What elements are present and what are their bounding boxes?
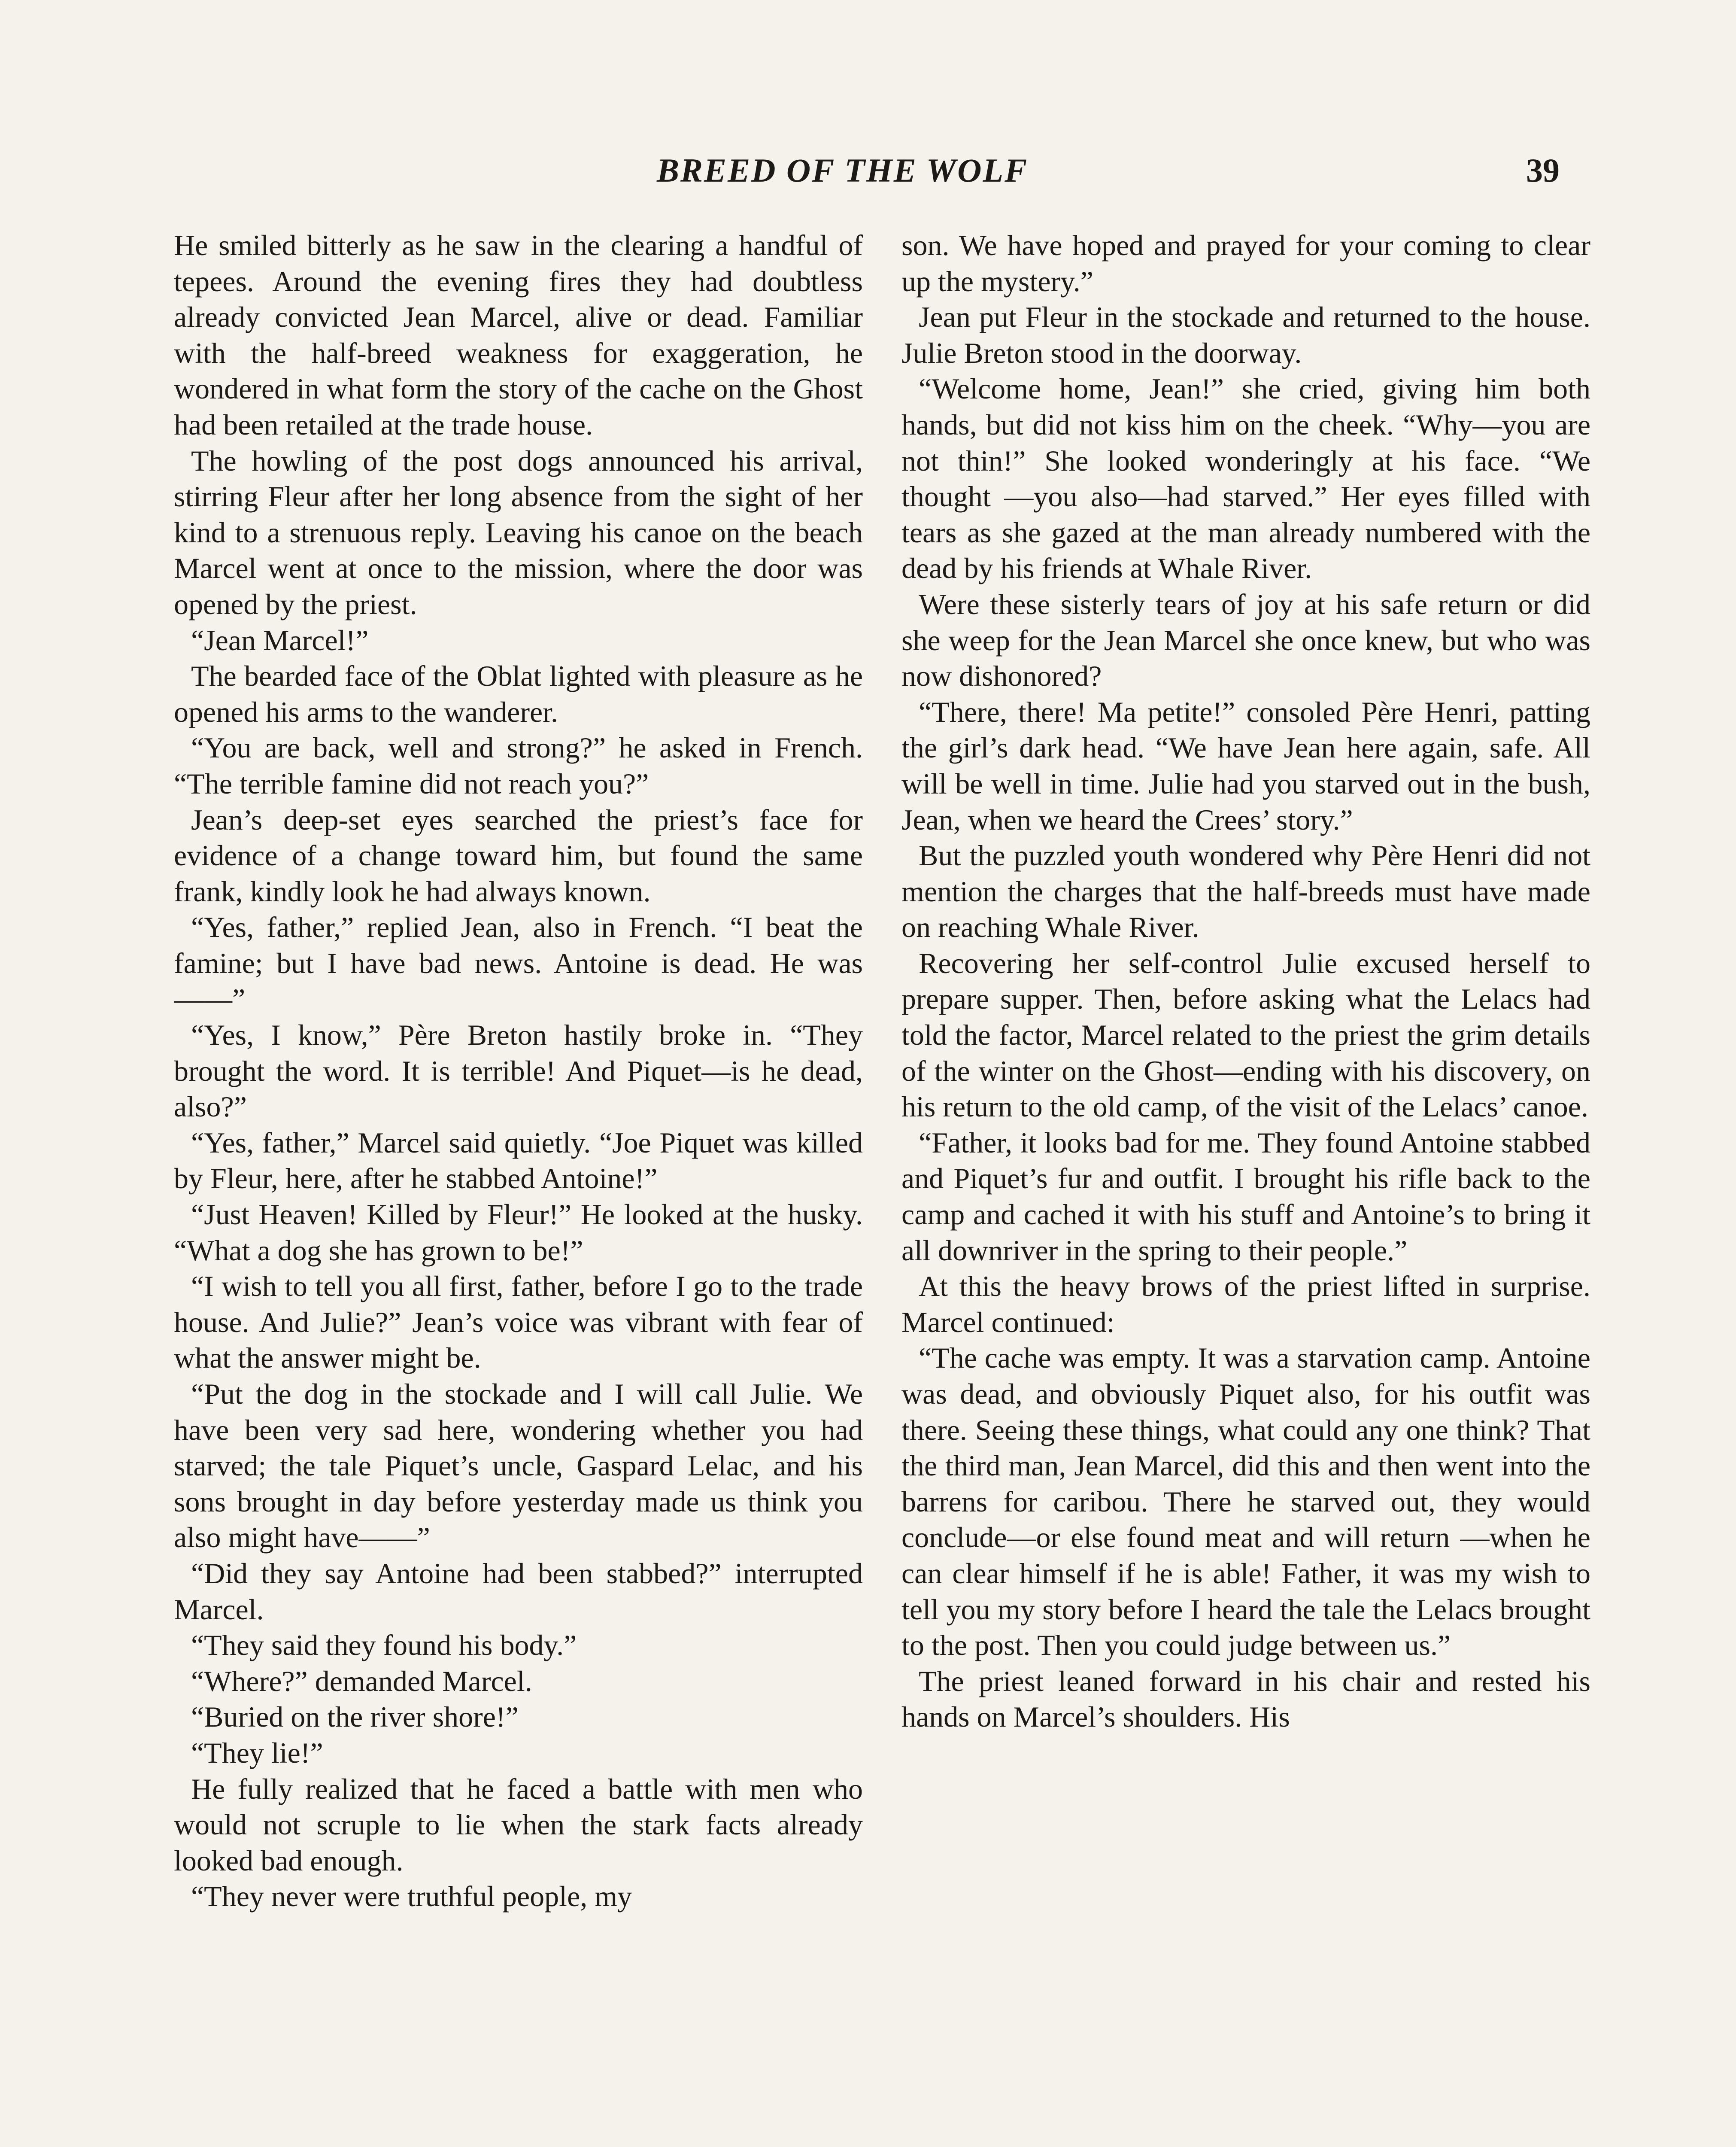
text-column-right [901,228,1590,2147]
paragraph: He smiled bitterly as he saw in the clearing a handful of tepees. Around the evening fires they had doubtless already convicted Jean Marcel, alive or dead. Familiar with the half-breed weakness for exaggeration, he wondered in what form the story of the cache on the Ghost had been retailed at the trade house. [174,229,863,441]
paragraph: “They never were truthful people, my [191,1880,632,1913]
paragraph: “Did they say Antoine had been stabbed?” interrupted Marcel. [174,1557,863,1626]
paragraph: At this the heavy brows of the priest lifted in surprise. Marcel continued: [901,1270,1590,1338]
paragraph: Jean put Fleur in the stockade and returned to the house. Julie Breton stood in the doorway. [901,301,1590,369]
paragraph: The priest leaned forward in his chair and rested his hands on Marcel’s shoulders. His [901,1664,1590,1733]
paragraph: “Yes, I know,” Père Breton hastily broke in. “They brought the word. It is terrible! And Piquet—is he dead, also?” [174,1019,863,1123]
paragraph: son. We have hoped and prayed for your coming to clear up the mystery.” [901,229,1590,298]
paragraph: “Yes, father,” Marcel said quietly. “Joe Piquet was killed by Fleur, here, after he stabbed Antoine!” [174,1126,863,1195]
paragraph: “Father, it looks bad for me. They found Antoine stabbed and Piquet’s fur and outfit. I brought his rifle back to the camp and cached it with his stuff and Antoine’s to bring it all downriver in the spring to their people.” [901,1126,1590,1267]
page-header [0,151,1736,198]
paragraph: “I wish to tell you all first, father, before I go to the trade house. And Julie?” Jean’s voice was vibrant with fear of what the answer might be. [174,1270,863,1375]
paragraph: “Buried on the river shore!” [191,1700,519,1733]
paragraph: “Put the dog in the stockade and I will call Julie. We have been very sad here, wondering whether you had starved; the tale Piquet’s uncle, Gaspard Lelac, and his sons brought in day before yesterday made us think you also might have——” [174,1378,863,1554]
paragraph: He fully realized that he faced a battle with men who would not scruple to lie when the stark facts already looked bad enough. [174,1772,863,1877]
paragraph: “Welcome home, Jean!” she cried, giving him both hands, but did not kiss him on the cheek. “Why—you are not thin!” She looked wonderingly at his face. “We thought —you also—had starved.” Her eyes filled with tears as she gazed at the man already numbered with the dead by his friends at Whale River. [901,372,1590,585]
paragraph: But the puzzled youth wondered why Père Henri did not mention the charges that the half-breeds must have made on reaching Whale River. [901,839,1590,944]
text-column-left [174,228,863,2147]
paragraph: “Yes, father,” replied Jean, also in French. “I beat the famine; but I have bad news. Antoine is dead. He was——” [174,911,863,1016]
paragraph: “You are back, well and strong?” he asked in French. “The terrible famine did not reach you?” [174,731,863,800]
paragraph: Jean’s deep-set eyes searched the priest’s face for evidence of a change toward him, but found the same frank, kindly look he had always known. [174,803,863,908]
paragraph: The bearded face of the Oblat lighted with pleasure as he opened his arms to the wanderer. [174,660,863,728]
paragraph: Recovering her self-control Julie excused herself to prepare supper. Then, before asking what the Lelacs had told the factor, Marcel related to the priest the grim details of the winter on the Ghost—ending with his discovery, on his return to the old camp, of the visit of the Lelacs’ canoe. [901,946,1590,1123]
paragraph: “Just Heaven! Killed by Fleur!” He looked at the husky. “What a dog she has grown to be!” [174,1198,863,1267]
paragraph: “There, there! Ma petite!” consoled Père Henri, patting the girl’s dark head. “We have Jean here again, safe. All will be well in time. Julie had you starved out in the bush, Jean, when we heard the Crees’ story.” [901,695,1590,836]
paragraph: “Where?” demanded Marcel. [191,1664,532,1697]
paragraph: “They said they found his body.” [191,1629,577,1662]
paragraph: “They lie!” [191,1736,323,1769]
paragraph: “Jean Marcel!” [191,623,369,657]
paragraph: The howling of the post dogs announced his arrival, stirring Fleur after her long absence from the sight of her kind to a strenuous reply. Leaving his canoe on the beach Marcel went at once to the mission, where the door was opened by the priest. [174,444,863,620]
running-title: BREED OF THE WOLF [657,152,1029,189]
paragraph: “The cache was empty. It was a starvation camp. Antoine was dead, and obviously Piquet also, for his outfit was there. Seeing these things, what could any one think? That the third man, Jean Marcel, did this and then went into the barrens for caribou. There he starved out, they would conclude—or else found meat and will return —when he can clear himself if he is able! Father, it was my wish to tell you my story before I heard the tale the Lelacs brought to the post. Then you could judge between us.” [901,1341,1590,1662]
page-number: 39 [1526,152,1560,189]
paragraph: Were these sisterly tears of joy at his safe return or did she weep for the Jean Marcel she once knew, but who was now dishonored? [901,587,1590,693]
